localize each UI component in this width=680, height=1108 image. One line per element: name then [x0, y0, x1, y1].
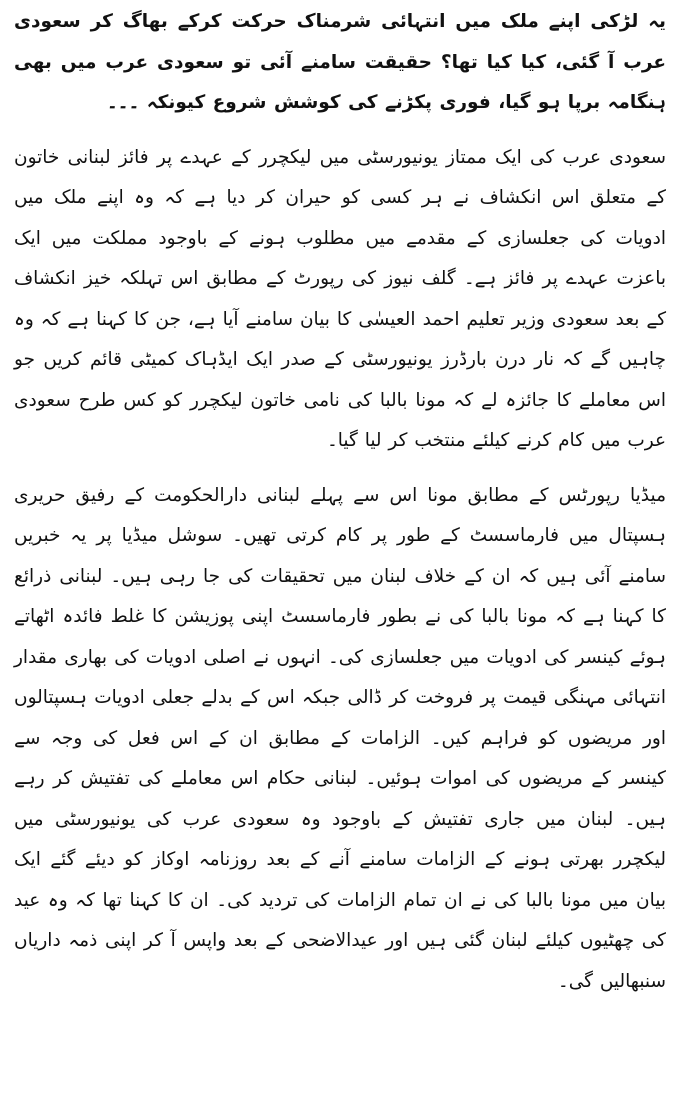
article-paragraph-2: میڈیا رپورٹس کے مطابق مونا اس سے پہلے لبنانی دارالحکومت کے رفیق حریری ہسپتال میں فارماسسٹ کے طور پر کام کرتی تھیں۔ سوشل میڈیا پر یہ خبریں سامنے آئی ہیں کہ ان کے خلاف لبنان میں تحقیقات کی جا رہی ہیں۔ لبنانی ذرائع کا کہنا ہے کہ مونا بالبا کی نے بطور فارماسسٹ اپنی پوزیشن کا غلط فائدہ اٹھاتے ہوئے کینسر کی ادویات میں جعلسازی کی۔ انہوں نے اصلی ادویات کی بھاری مقدار انتہائی مہنگی قیمت پر فروخت کر ڈالی جبکہ اس کے بدلے جعلی ادویات ہسپتالوں اور مریضوں کو فراہم کیں۔ الزامات کے مطابق ان کے اس فعل کی وجہ سے کینسر کے مریضوں کی اموات ہوئیں۔ لبنانی حکام اس معاملے کی تفتیش کر رہے ہیں۔ لبنان میں جاری تفتیش کے باوجود وہ سعودی عرب کی یونیورسٹی میں لیکچرر بھرتی ہونے کے الزامات سامنے آنے کے بعد روزنامہ اوکاز کو دیئے گئے ایک بیان میں مونا بالبا کی نے ان تمام الزامات کی تردید کی۔ ان کا کہنا تھا کہ وہ عید کی چھٹیوں کیلئے لبنان گئی ہیں اور عیدالاضحی کے بعد واپس آ کر اپنی ذمہ داریاں سنبھالیں گی۔: [14, 484, 666, 992]
article-paragraph-1: سعودی عرب کی ایک ممتاز یونیورسٹی میں لیکچرر کے عہدے پر فائز لبنانی خاتون کے متعلق اس انکشاف نے ہر کسی کو حیران کر دیا ہے کہ وہ اپنے ملک میں ادویات کی جعلسازی کے مقدمے میں مطلوب ہونے کے باوجود مملکت میں ایک باعزت عہدے پر فائز ہے۔ گلف نیوز کی رپورٹ کے مطابق اس تہلکہ خیز انکشاف کے بعد سعودی وزیر تعلیم احمد العیسٰی کا بیان سامنے آیا ہے، جن کا کہنا ہے کہ وہ چاہیں گے کہ نار درن بارڈرز یونیورسٹی کے صدر ایک ایڈہاک کمیٹی قائم کریں جو اس معاملے کا جائزہ لے کہ مونا بالبا کی نامی خاتون لیکچرر کو کس طرح سعودی عرب میں کام کرنے کیلئے منتخب کر لیا گیا۔: [14, 146, 666, 451]
article-headline-paragraph: یہ لڑکی اپنے ملک میں انتہائی شرمناک حرکت کرکے بھاگ کر سعودی عرب آ گئی، کیا کیا تھا؟ حقیقت سامنے آئی تو سعودی عرب میں بھی ہنگامہ برپا ہو گیا، فوری پکڑنے کی کوشش شروع کیونکہ ۔۔۔: [14, 11, 666, 113]
